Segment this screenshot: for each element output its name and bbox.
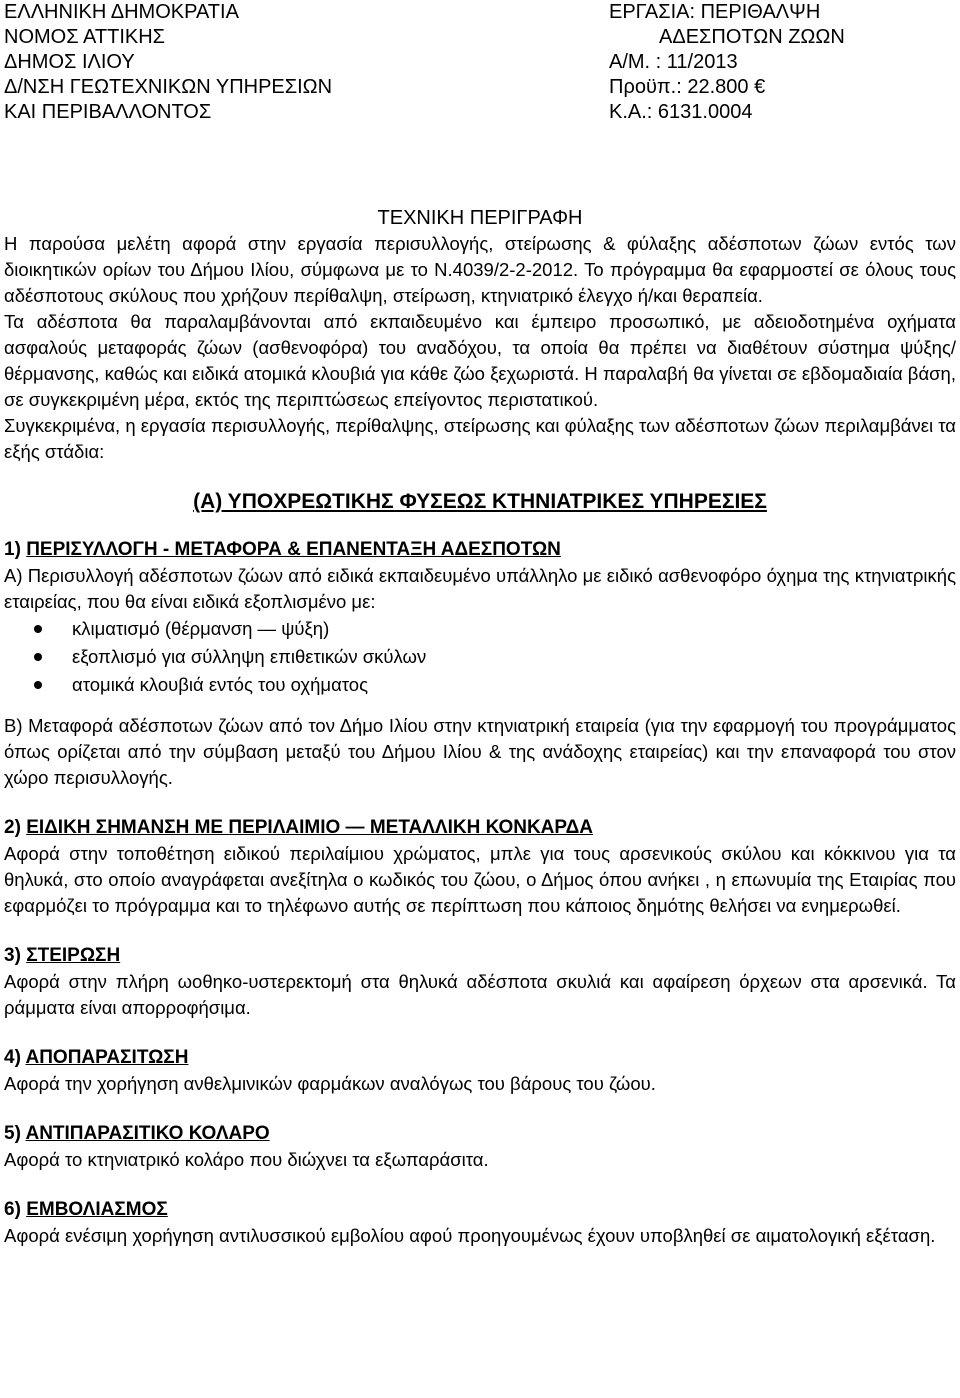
authority-line: ΝΟΜΟΣ ΑΤΤΙΚΗΣ: [4, 26, 166, 48]
section-number: 4): [4, 1047, 21, 1068]
section-heading: [4, 1045, 956, 1071]
project-info-line: Α/Μ. : 11/2013: [609, 51, 738, 73]
list-item-text: ατομικά κλουβιά εντός του οχήματος: [72, 674, 369, 695]
section-title: ΑΝΤΙΠΑΡΑΣΙΤΙΚΟ ΚΟΛΑΡΟ: [25, 1123, 270, 1144]
project-info-block: [609, 0, 845, 125]
intro-paragraph: Τα αδέσποτα θα παραλαμβάνονται από εκπαιδευμένο και έμπειρο προσωπικό, με αδειοδοτημένα οχήματα ασφαλούς μεταφοράς ζώων (ασθενοφόρα) του αναδόχου, τα οποία θα πρέπει να διαθέτουν σύστημα ψύξης/ θέρμανσης, καθώς και ειδικά ατομικά κλουβιά για κάθε ζώο ξεχωριστά. Η παραλαβή θα γίνεται σε εβδομαδιαία βάση, σε συγκεκριμένη μέρα, εκτός της περιπτώσεως επείγοντος περιστατικού.: [4, 311, 956, 410]
authority-line: ΔΗΜΟΣ ΙΛΙΟΥ: [4, 51, 135, 73]
section-title: ΠΕΡΙΣΥΛΛΟΓΗ - ΜΕΤΑΦΟΡΑ & ΕΠΑΝΕΝΤΑΞΗ ΑΔΕΣΠΟΤΩΝ: [26, 539, 561, 560]
intro-paragraph: Η παρούσα μελέτη αφορά στην εργασία περισυλλογής, στείρωσης & φύλαξης αδέσποτων ζώων εντός των διοικητικών ορίων του Δήμου Ιλίου, σύμφωνα με το Ν.4039/2-2-2012. Το πρόγραμμα θα εφαρμοστεί σε όλους τους αδέσποτους σκύλους που χρήζουν περίθαλψη, στείρωση, κτηνιατρικό έλεγχο ή/και θεραπεία.: [4, 233, 956, 306]
section-number: 5): [4, 1123, 21, 1144]
section-text: Αφορά στην τοποθέτηση ειδικού περιλαίμιου χρώματος, μπλε για τους αρσενικούς σκύλου και κόκκινου για τα θηλυκά, στο οποίο αναγράφεται ανεξίτηλα ο κωδικός του ζώου, ο Δήμος όπου ανήκει , η επωνυμία της Εταιρίας που εφαρμόζει το πρόγραμμα και το τηλέφωνο αυτής σε περίπτωση που κάποιος δημότης θελήσει να ενημερωθεί.: [4, 843, 956, 916]
section-a-heading: (Α) ΥΠΟΧΡΕΩΤΙΚΗΣ ΦΥΣΕΩΣ ΚΤΗΝΙΑΤΡΙΚΕΣ ΥΠΗΡΕΣΙΕΣ: [193, 490, 767, 513]
authority-line: Δ/ΝΣΗ ΓΕΩΤΕΧΝΙΚΩΝ ΥΠΗΡΕΣΙΩΝ: [4, 76, 333, 98]
section-number: 6): [4, 1199, 21, 1220]
equipment-list: [34, 615, 956, 699]
bullet-icon: [34, 681, 42, 689]
document-title: ΤΕΧΝΙΚΗ ΠΕΡΙΓΡΑΦΗ: [377, 207, 583, 229]
section-text: Αφορά το κτηνιατρικό κολάρο που διώχνει τα εξωπαράσιτα.: [4, 1149, 489, 1170]
section-title: ΑΠΟΠΑΡΑΣΙΤΩΣΗ: [25, 1047, 189, 1068]
section-heading: [4, 1197, 956, 1223]
list-item: [34, 643, 956, 671]
section-title: ΕΜΒΟΛΙΑΣΜΟΣ: [26, 1199, 168, 1220]
list-item-text: εξοπλισμό για σύλληψη επιθετικών σκύλων: [72, 646, 427, 667]
intro-paragraph: Συγκεκριμένα, η εργασία περισυλλογής, περίθαλψης, στείρωσης και φύλαξης των αδέσποτων ζώων περιλαμβάνει τα εξής στάδια:: [4, 415, 956, 462]
section-text: Β) Μεταφορά αδέσποτων ζώων από τον Δήμο Ιλίου στην κτηνιατρική εταιρεία (για την εφαρμογή του προγράμματος όπως ορίζεται από την σύμβαση μεταξύ του Δήμου Ιλίου & της ανάδοχης εταιρείας) και την επαναφορά του στον χώρο περισυλλογής.: [4, 715, 956, 788]
authority-block: [4, 0, 332, 125]
section-text: Α) Περισυλλογή αδέσποτων ζώων από ειδικά εκπαιδευμένο υπάλληλο με ειδικό ασθενοφόρο όχημα της κτηνιατρικής εταιρείας, που θα είναι ειδικά εξοπλισμένο με:: [4, 565, 956, 612]
project-info-line: ΑΔΕΣΠΟΤΩΝ ΖΩΩΝ: [659, 26, 845, 48]
section-heading: [4, 537, 956, 563]
section-number: 2): [4, 817, 21, 838]
list-item-text: κλιματισμό (θέρμανση — ψύξη): [72, 618, 330, 639]
section-number: 3): [4, 945, 21, 966]
section-title: ΕΙΔΙΚΗ ΣΗΜΑΝΣΗ ΜΕ ΠΕΡΙΛΑΙΜΙΟ — ΜΕΤΑΛΛΙΚΗ ΚΟΝΚΑΡΔΑ: [26, 817, 594, 838]
project-info-line: ΕΡΓΑΣΙΑ: ΠΕΡΙΘΑΛΨΗ: [609, 1, 821, 23]
authority-line: ΕΛΛΗΝΙΚΗ ΔΗΜΟΚΡΑΤΙΑ: [4, 1, 239, 23]
letterhead: [4, 0, 956, 125]
project-info-line: Προϋπ.: 22.800 €: [609, 76, 766, 98]
section-heading: [4, 943, 956, 969]
bullet-icon: [34, 653, 42, 661]
section-text: Αφορά την χορήγηση ανθελμινικών φαρμάκων αναλόγως του βάρους του ζώου.: [4, 1073, 656, 1094]
section-text: Αφορά ενέσιμη χορήγηση αντιλυσσικού εμβολίου αφού προηγουμένως έχουν υποβληθεί σε αιματολογική εξέταση.: [4, 1225, 936, 1246]
list-item: [34, 671, 956, 699]
document-page: [4, 0, 956, 1249]
project-info-line: Κ.Α.: 6131.0004: [609, 101, 753, 123]
section-title: ΣΤΕΙΡΩΣΗ: [26, 945, 121, 966]
list-item: [34, 615, 956, 643]
section-number: 1): [4, 539, 21, 560]
section-text: Αφορά στην πλήρη ωοθηκο-υστερεκτομή στα θηλυκά αδέσποτα σκυλιά και αφαίρεση όρχεων στα αρσενικά. Τα ράμματα είναι απορροφήσιμα.: [4, 971, 956, 1018]
bullet-icon: [34, 625, 42, 633]
section-heading: [4, 1121, 956, 1147]
authority-line: ΚΑΙ ΠΕΡΙΒΑΛΛΟΝΤΟΣ: [4, 101, 212, 123]
section-heading: [4, 815, 956, 841]
